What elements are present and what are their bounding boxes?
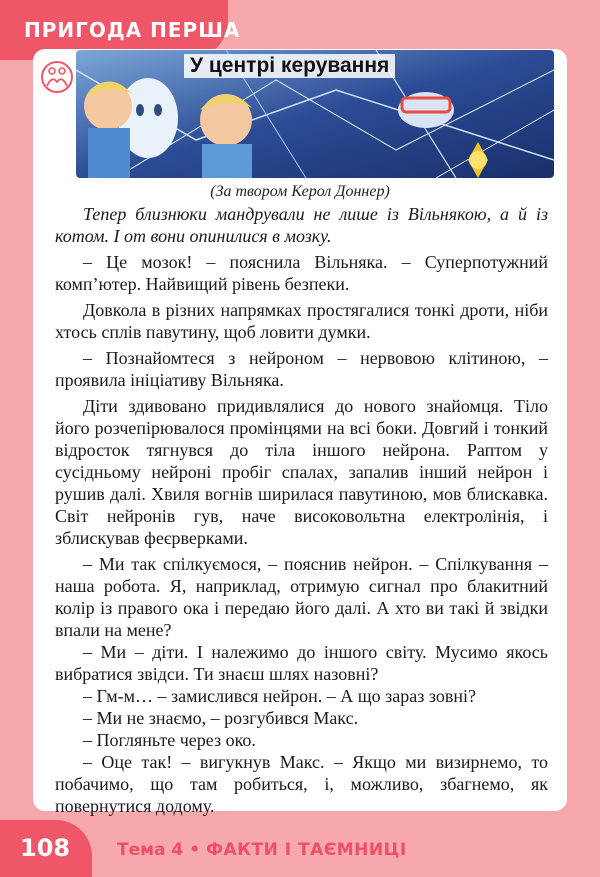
story-attribution: (За твором Керол Доннер)	[210, 183, 390, 200]
story-paragraph: – Ми так спілкуємося, – пояснив нейрон. – Спілкування – наша робота. Я, наприклад, отримую сигнал про блакитний колір із правого ока і передаю його далі. А хто ви такі й звідки впали на мене?	[55, 554, 548, 640]
story-paragraph: – Познайомтеся з нейроном – нервовою клітиною, – проявила ініціативу Вільняка.	[55, 348, 548, 390]
story-paragraph: – Ми не знаємо, – розгубився Макс.	[83, 708, 359, 728]
story-paragraph: – Ми – діти. І належимо до іншого світу. Мусимо якось вибратися звідси. Ти знаєш шлях назовні?	[55, 642, 548, 684]
theme-separator: •	[189, 840, 201, 860]
story-paragraph: – Оце так! – вигукнув Макс. – Якщо ми визирнемо, то побачимо, що там робиться, і, можливо, збагнемо, як повернутися додому.	[55, 752, 548, 816]
story-paragraph: Діти здивовано придивлялися до нового знайомця. Тіло його розчепірювалося промінцями на всі боки. Довгий і тонкий відросток тягнувся до тіла іншого нейрона. Раптом у сусідньому нейроні пробіг спалах, запалив інший нейрон і рушив далі. Хвиля вогнів ширилася павутиною, мов блискавка. Світ нейронів гув, наче високовольтна електролінія, і зблискував феєрверками.	[55, 396, 548, 548]
theme-prefix: Тема 4	[117, 840, 184, 860]
story-text	[55, 203, 548, 817]
mother-child-logo-icon	[40, 60, 74, 94]
page-number: 108	[20, 834, 71, 862]
story-paragraph: – Погляньте через око.	[83, 730, 256, 750]
story-paragraph: – Це мозок! – пояснила Вільняка. – Суперпотужний комп’ютер. Найвищий рівень безпеки.	[55, 252, 548, 294]
section-title: ПРИГОДА ПЕРША	[24, 18, 241, 42]
theme-name: ФАКТИ І ТАЄМНИЦІ	[206, 840, 407, 860]
story-paragraph: – Гм-м… – замислився нейрон. – А що зараз зовні?	[83, 686, 476, 706]
story-paragraph: Тепер близнюки мандрували не лише із Вільнякою, а й із котом. І от вони опинилися в мозку.	[55, 204, 548, 246]
theme-label	[117, 840, 407, 860]
story-title: У центрі керування	[184, 54, 395, 78]
story-paragraph: Довкола в різних напрямках простягалися тонкі дроти, ніби хтось сплів павутину, щоб ловити думки.	[55, 300, 548, 342]
